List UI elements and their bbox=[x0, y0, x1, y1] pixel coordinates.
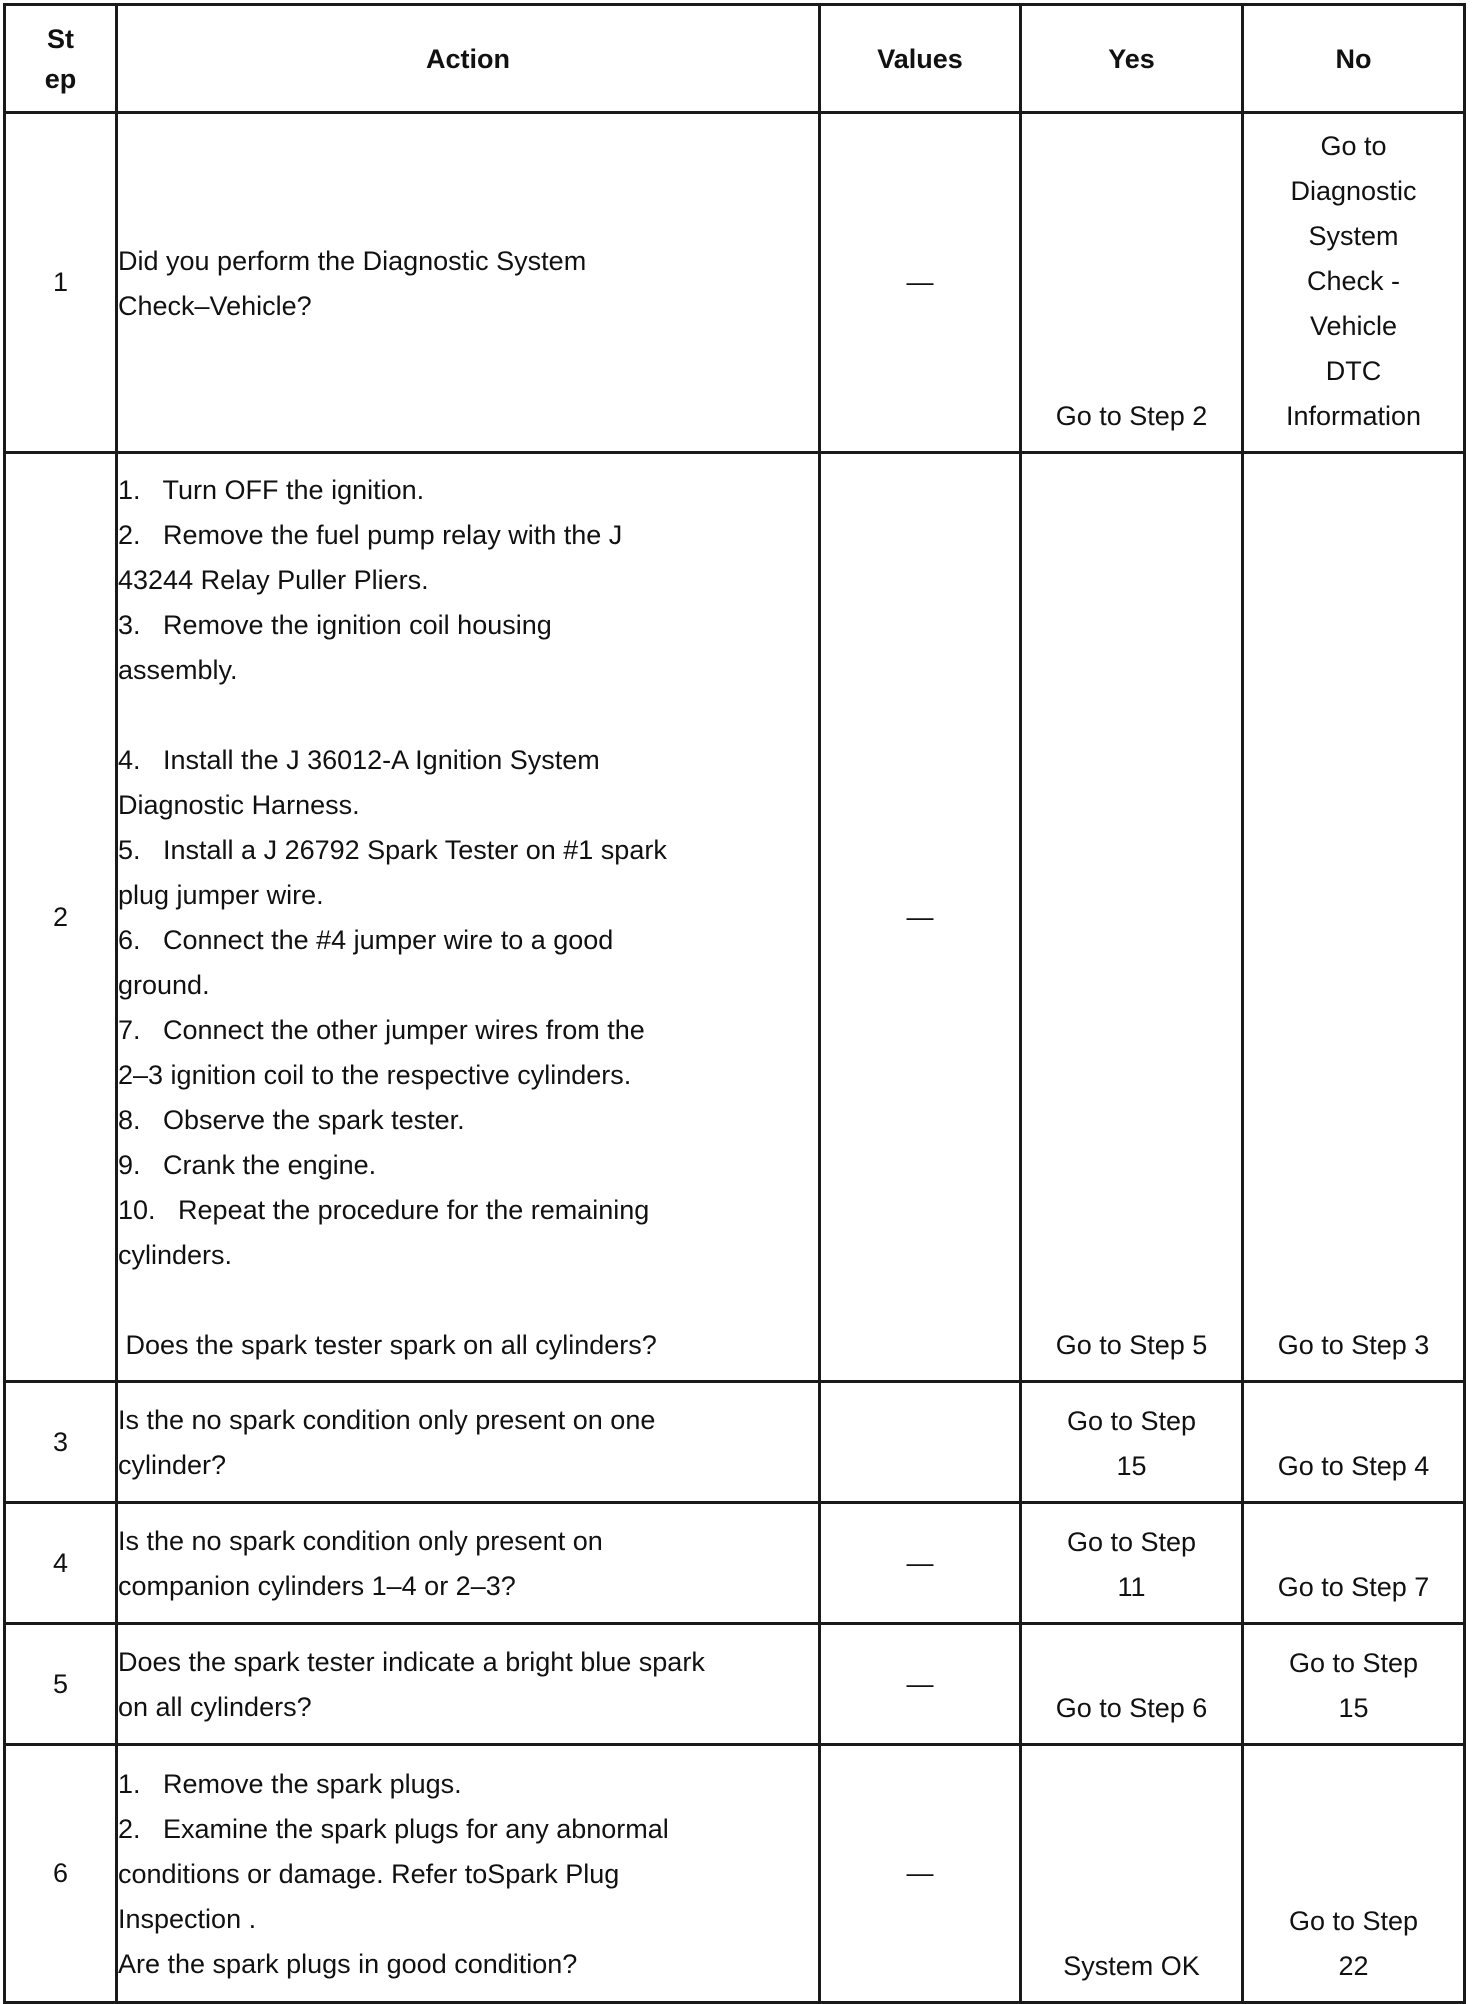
action-line: on all cylinders? bbox=[118, 1692, 312, 1722]
no-column-header: No bbox=[1243, 5, 1465, 113]
action-line: 9. Crank the engine. bbox=[118, 1150, 377, 1180]
yes-result-cell bbox=[1021, 1624, 1243, 1745]
no-result-line: Information bbox=[1285, 401, 1422, 431]
action-line: cylinder? bbox=[118, 1450, 227, 1480]
yes-result-line: Go to Step 6 bbox=[1055, 1693, 1208, 1723]
yes-result-cell bbox=[1021, 1745, 1243, 2003]
step-number: 5 bbox=[5, 1624, 117, 1745]
action-cell bbox=[117, 1745, 820, 2003]
action-line: companion cylinders 1–4 or 2–3? bbox=[118, 1571, 516, 1601]
action-line: 2–3 ignition coil to the respective cylinders. bbox=[118, 1060, 632, 1090]
yes-result-line: Go to Step bbox=[1066, 1527, 1197, 1557]
yes-result-line: 11 bbox=[1117, 1572, 1146, 1602]
action-line: cylinders. bbox=[118, 1240, 233, 1270]
blank-line bbox=[118, 1278, 818, 1323]
yes-result-line: Go to Step 2 bbox=[1055, 401, 1208, 431]
step-row-4 bbox=[5, 1503, 1465, 1624]
step-number: 6 bbox=[5, 1745, 117, 2003]
yes-result-line: Go to Step bbox=[1066, 1406, 1197, 1436]
step-number: 4 bbox=[5, 1503, 117, 1624]
no-result-cell bbox=[1243, 1503, 1465, 1624]
no-result-cell bbox=[1243, 113, 1465, 453]
no-result-line: Check - bbox=[1306, 266, 1401, 296]
values-cell bbox=[820, 1382, 1021, 1503]
no-result-line: Go to Step 3 bbox=[1277, 1330, 1430, 1360]
no-result-line: 15 bbox=[1338, 1693, 1369, 1723]
action-cell bbox=[117, 113, 820, 453]
step-row-2 bbox=[5, 453, 1465, 1382]
action-cell bbox=[117, 1382, 820, 1503]
action-line: Check–Vehicle? bbox=[118, 290, 312, 321]
step-row-5 bbox=[5, 1624, 1465, 1745]
yes-column-header: Yes bbox=[1021, 5, 1243, 113]
step-header-line-2: ep bbox=[44, 63, 77, 94]
yes-result-line: 15 bbox=[1116, 1451, 1147, 1481]
step-number: 2 bbox=[5, 453, 117, 1382]
no-result-line: System bbox=[1308, 221, 1399, 251]
table-body bbox=[5, 113, 1465, 2003]
no-result-cell bbox=[1243, 453, 1465, 1382]
values-column-header: Values bbox=[820, 5, 1021, 113]
yes-result-cell bbox=[1021, 1382, 1243, 1503]
action-line: Diagnostic Harness. bbox=[118, 790, 360, 820]
yes-result-cell bbox=[1021, 453, 1243, 1382]
action-line: 6. Connect the #4 jumper wire to a good bbox=[118, 925, 614, 955]
action-line: 2. Remove the fuel pump relay with the J bbox=[118, 520, 623, 550]
step-header-line-1: St bbox=[47, 23, 74, 54]
action-cell bbox=[117, 1503, 820, 1624]
action-line: 3. Remove the ignition coil housing bbox=[118, 610, 552, 640]
action-line: Did you perform the Diagnostic System bbox=[118, 245, 587, 276]
yes-result-line: Go to Step 5 bbox=[1055, 1330, 1208, 1360]
step-number: 1 bbox=[5, 113, 117, 453]
step-row-6 bbox=[5, 1745, 1465, 2003]
yes-result-cell bbox=[1021, 113, 1243, 453]
action-line: Are the spark plugs in good condition? bbox=[118, 1949, 578, 1979]
no-result-line: Vehicle bbox=[1309, 311, 1398, 341]
yes-result-cell bbox=[1021, 1503, 1243, 1624]
action-line: Inspection . bbox=[118, 1904, 257, 1934]
no-result-cell bbox=[1243, 1745, 1465, 2003]
action-line: conditions or damage. Refer toSpark Plug bbox=[118, 1859, 620, 1889]
diagnostic-table bbox=[3, 3, 1466, 2004]
action-line: 10. Repeat the procedure for the remaining bbox=[118, 1195, 650, 1225]
no-result-line: Diagnostic bbox=[1290, 176, 1417, 206]
action-line: Does the spark tester spark on all cylinders? bbox=[118, 1330, 657, 1360]
action-column-header: Action bbox=[117, 5, 820, 113]
blank-line bbox=[118, 693, 818, 738]
action-cell bbox=[117, 1624, 820, 1745]
step-row-1 bbox=[5, 113, 1465, 453]
values-cell: — bbox=[820, 1503, 1021, 1624]
action-line: ground. bbox=[118, 970, 210, 1000]
header-row bbox=[5, 5, 1465, 113]
action-line: Does the spark tester indicate a bright blue spark bbox=[118, 1647, 705, 1677]
step-row-3 bbox=[5, 1382, 1465, 1503]
no-result-line: Go to Step 7 bbox=[1277, 1572, 1430, 1602]
action-line: 4. Install the J 36012-A Ignition System bbox=[118, 745, 600, 775]
step-number: 3 bbox=[5, 1382, 117, 1503]
action-line: Is the no spark condition only present on bbox=[118, 1526, 603, 1556]
values-cell: — bbox=[820, 1745, 1021, 2003]
no-result-line: 22 bbox=[1338, 1951, 1369, 1981]
action-line: 43244 Relay Puller Pliers. bbox=[118, 565, 429, 595]
no-result-line: DTC bbox=[1325, 356, 1382, 386]
action-line: 5. Install a J 26792 Spark Tester on #1 spark bbox=[118, 835, 667, 865]
action-line: plug jumper wire. bbox=[118, 880, 324, 910]
action-cell bbox=[117, 453, 820, 1382]
action-line: Is the no spark condition only present on one bbox=[118, 1405, 656, 1435]
yes-result-line: System OK bbox=[1063, 1951, 1200, 1981]
values-cell: — bbox=[820, 1624, 1021, 1745]
action-line: 1. Turn OFF the ignition. bbox=[118, 475, 425, 505]
values-cell: — bbox=[820, 113, 1021, 453]
action-line: assembly. bbox=[118, 655, 238, 685]
action-line: 2. Examine the spark plugs for any abnormal bbox=[118, 1814, 669, 1844]
no-result-line: Go to Step bbox=[1288, 1906, 1419, 1936]
step-column-header bbox=[5, 5, 117, 113]
no-result-cell bbox=[1243, 1382, 1465, 1503]
values-cell: — bbox=[820, 453, 1021, 1382]
no-result-line: Go to bbox=[1320, 131, 1387, 161]
no-result-line: Go to Step 4 bbox=[1277, 1451, 1430, 1481]
action-line: 7. Connect the other jumper wires from the bbox=[118, 1015, 645, 1045]
no-result-line: Go to Step bbox=[1288, 1648, 1419, 1678]
action-line: 1. Remove the spark plugs. bbox=[118, 1769, 462, 1799]
action-line: 8. Observe the spark tester. bbox=[118, 1105, 465, 1135]
no-result-cell bbox=[1243, 1624, 1465, 1745]
